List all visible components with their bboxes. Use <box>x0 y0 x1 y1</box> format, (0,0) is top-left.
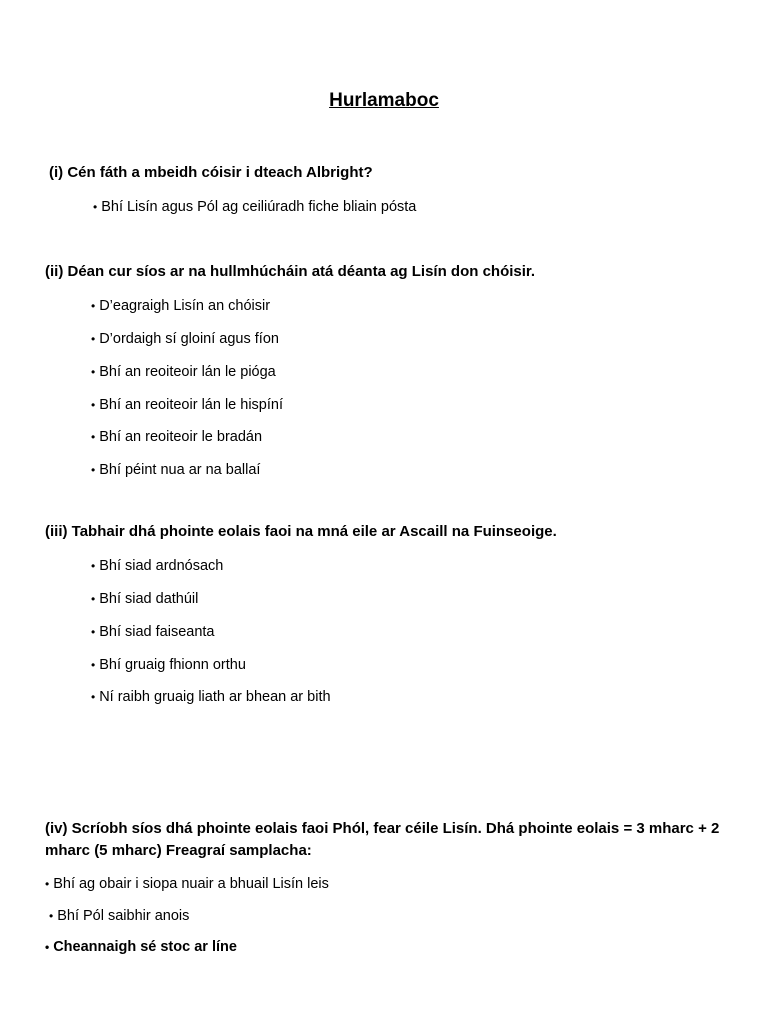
answer-item: • Bhí siad dathúil <box>91 591 199 607</box>
bullet-icon: • <box>91 430 96 444</box>
answer-item: • D’eagraigh Lisín an chóisir <box>91 298 271 314</box>
bullet-icon: • <box>49 909 54 923</box>
question-4: (iv) Scríobh síos dhá phointe eolais faoi Phól, fear céile Lisín. Dhá phointe eolais = 3 mharc + 2 mharc (5 mharc) Freagraí samplacha: <box>45 820 720 859</box>
bullet-icon: • <box>93 200 98 214</box>
question-3: (iii) Tabhair dhá phointe eolais faoi na mná eile ar Ascaill na Fuinseoige. <box>45 523 557 540</box>
bullet-icon: • <box>91 559 96 573</box>
answer-item: • Bhí siad faiseanta <box>91 624 215 640</box>
answer-item: • D’ordaigh sí gloiní agus fíon <box>91 331 279 347</box>
answer-item: • Bhí ag obair i siopa nuair a bhuail Lisín leis <box>45 876 329 892</box>
bullet-icon: • <box>91 398 96 412</box>
answer-item: • Bhí Lisín agus Pól ag ceiliúradh fiche bliain pósta <box>93 199 417 215</box>
bullet-icon: • <box>91 463 96 477</box>
answer-item: • Bhí péint nua ar na ballaí <box>91 462 261 478</box>
answer-item: • Ní raibh gruaig liath ar bhean ar bith <box>91 689 331 705</box>
answer-item: • Bhí an reoiteoir lán le pióga <box>91 364 276 380</box>
bullet-icon: • <box>91 690 96 704</box>
answer-item: • Bhí an reoiteoir le bradán <box>91 429 263 445</box>
answer-item: • Bhí gruaig fhionn orthu <box>91 657 246 673</box>
answer-item: • Bhí siad ardnósach <box>91 558 224 574</box>
bullet-icon: • <box>91 365 96 379</box>
bullet-icon: • <box>91 332 96 346</box>
question-2: (ii) Déan cur síos ar na hullmhúcháin atá déanta ag Lisín don chóisir. <box>45 263 536 280</box>
question-1: (i) Cén fáth a mbeidh cóisir i dteach Albright? <box>49 164 373 181</box>
answer-item: • Cheannaigh sé stoc ar líne <box>45 939 237 955</box>
bullet-icon: • <box>91 625 96 639</box>
answer-item: • Bhí an reoiteoir lán le hispíní <box>91 397 283 413</box>
bullet-icon: • <box>91 658 96 672</box>
bullet-icon: • <box>91 299 96 313</box>
page-title: Hurlamaboc <box>329 90 439 111</box>
answer-item: • Bhí Pól saibhir anois <box>49 908 190 924</box>
bullet-icon: • <box>45 940 50 954</box>
bullet-icon: • <box>45 877 50 891</box>
bullet-icon: • <box>91 592 96 606</box>
